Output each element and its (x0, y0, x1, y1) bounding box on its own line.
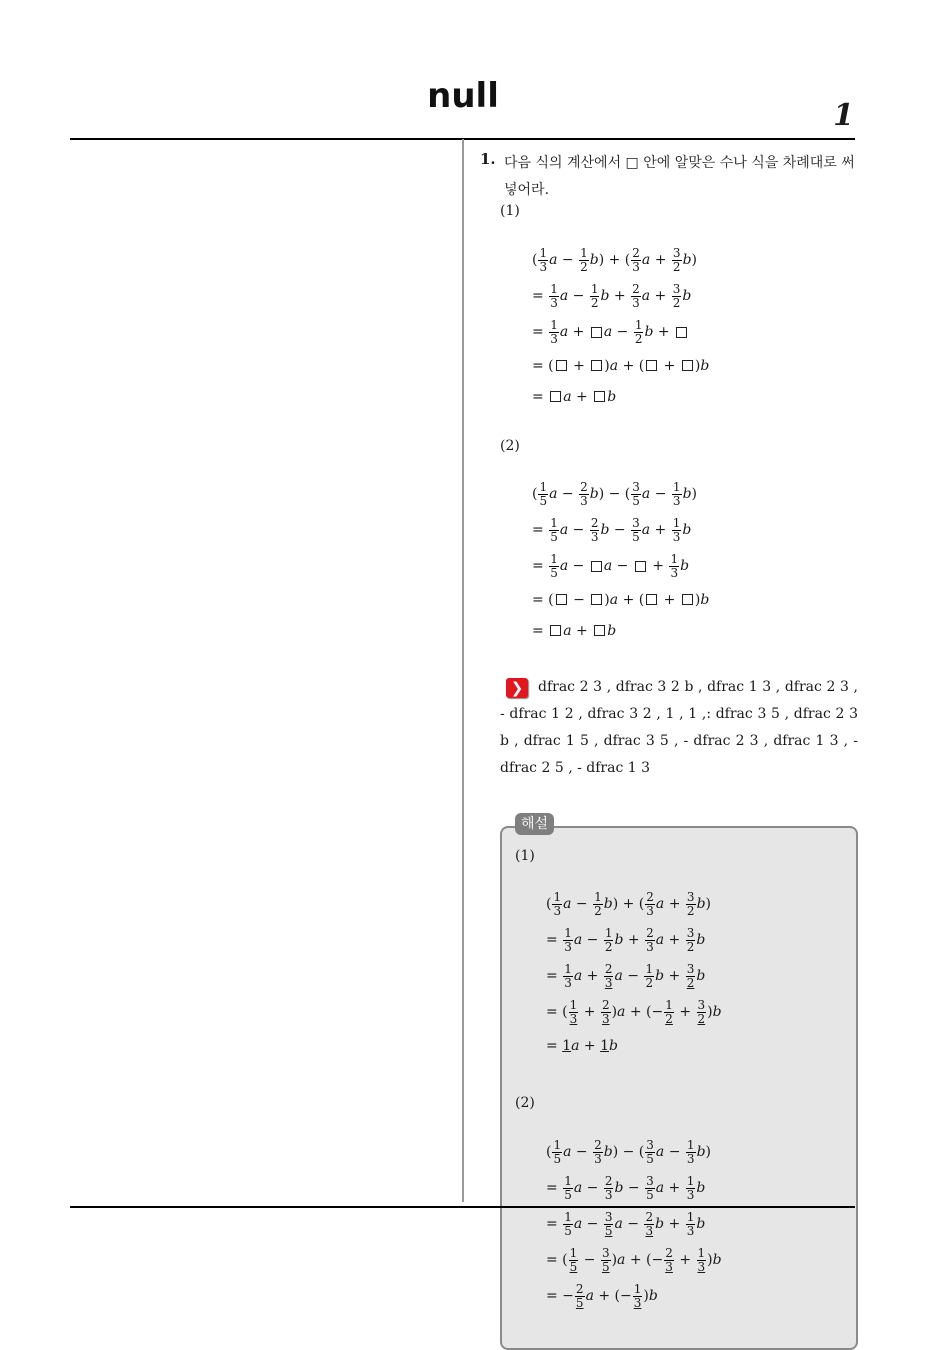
part-2-label: (2) (500, 438, 520, 454)
answer-text: dfrac 2 3 , dfrac 3 2 b , dfrac 1 3 , dfrac 2 3 , - dfrac 1 2 , dfrac 3 2 , 1 , 1 ,: dfrac 3 5 , dfrac 2 3 b , dfrac 1 5 , dfrac 3 5 , - dfrac 2 3 , dfrac 1 3 , - dfrac 2 5 , - dfrac 1 3 (500, 679, 858, 776)
solution-part-2-equation: ( $\frac{1}{5}$ a − $\frac{2}{3}$ b ) − ( $\frac{3}{5}$ a − $\frac{1}{3}$ b ) = $\frac{1}{5}$ a − $\frac{2}{3}$ b − $\frac{3}{5}$ a + $\frac{1}{3}$ b = $\frac{1}{5}$ a − $\frac{3}{5}$ a − $\frac{2}{3}$ b + $\frac{1}{3}$ b = ( $\frac{1}{5}$ − $\frac{3}{5}$ ) a + (− $\frac{2}{3}$ + $\frac{1}{3}$ ) b = − $\frac{2}{5}$ a + (− $\frac{1}{3}$ ) b (546, 1137, 722, 1310)
red-arrow-icon: ❯ (506, 678, 528, 698)
part-2-equation: ( $\frac{1}{5}$ a − $\frac{2}{3}$ b ) − ( $\frac{3}{5}$ a − $\frac{1}{3}$ b ) = $\frac{1}{5}$ a − $\frac{2}{3}$ b − $\frac{3}{5}$ a + $\frac{1}{3}$ b = $\frac{1}{5}$ a − a − + $\frac{1}{3}$ b = ( − ) a + ( + ) b = a + b (532, 479, 710, 639)
part-1-label: (1) (500, 203, 520, 219)
page-number: 1 (833, 98, 854, 133)
question-text: 다음 식의 계산에서 □ 안에 알맞은 수나 식을 차례대로 써넣어라. (504, 155, 855, 198)
question-number: 1. (480, 150, 496, 168)
solution-part-1-label: (1) (515, 848, 535, 864)
column-divider (462, 139, 464, 1202)
solution-part-1-equation: ( $\frac{1}{3}$ a − $\frac{1}{2}$ b ) + ( $\frac{2}{3}$ a + $\frac{3}{2}$ b ) = $\frac{1}{3}$ a − $\frac{1}{2}$ b + $\frac{2}{3}$ a + $\frac{3}{2}$ b = $\frac{1}{3}$ a + $\frac{2}{3}$ a − $\frac{1}{2}$ b + $\frac{3}{2}$ b = ( $\frac{1}{3}$ + $\frac{2}{3}$ ) a + (− $\frac{1}{2}$ + $\frac{3}{2}$ ) b = 1 a + 1 b (546, 889, 722, 1054)
solution-tag: 해설 (515, 813, 554, 835)
page-header-title: null (427, 76, 499, 116)
solution-part-2-label: (2) (515, 1095, 535, 1111)
part-1-equation: ( $\frac{1}{3}$ a − $\frac{1}{2}$ b ) + ( $\frac{2}{3}$ a + $\frac{3}{2}$ b ) = $\frac{1}{3}$ a − $\frac{1}{2}$ b + $\frac{2}{3}$ a + $\frac{3}{2}$ b = $\frac{1}{3}$ a + a − $\frac{1}{2}$ b + = ( + ) a + ( + ) b = a + b (532, 245, 710, 405)
bottom-rule (70, 1206, 855, 1208)
